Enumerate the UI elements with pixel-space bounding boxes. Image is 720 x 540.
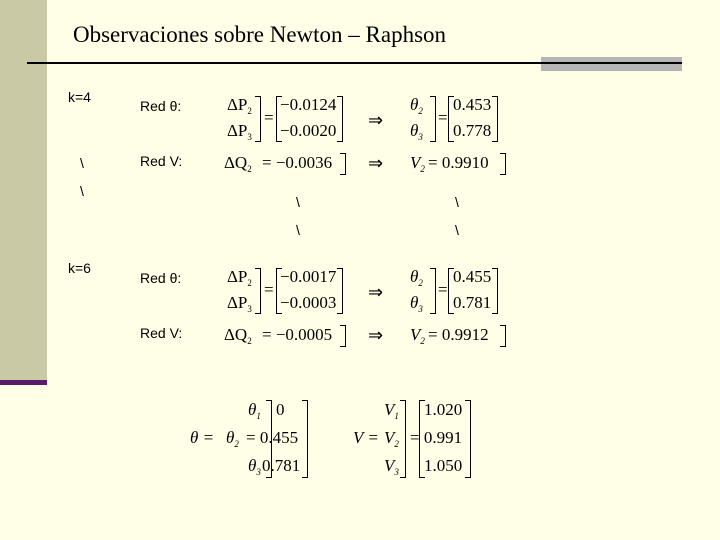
k4-theta2-symbol: $\theta_2$ <box>410 95 423 116</box>
final-v1-symbol: $V_1$ <box>384 400 399 421</box>
k6-v2-bracket <box>500 325 506 347</box>
k6-v2-symbol: $V_2$ <box>410 325 425 346</box>
k6-theta-equals: = <box>438 280 448 299</box>
k4-v2-bracket <box>500 153 506 175</box>
bullet-marker: \ <box>80 155 84 171</box>
k4-theta3-value: 0.778 <box>453 121 492 140</box>
k4-dp3-symbol: $\Delta P_3$ <box>227 121 252 142</box>
k6-dp-bracket-right <box>255 268 261 314</box>
final-v-symbol-bracket <box>400 400 406 478</box>
k4-theta-equals: = <box>438 108 448 127</box>
bullet-marker: \ <box>455 222 459 238</box>
k6-red-v-label: Red V: <box>140 325 183 341</box>
final-theta2-value: = 0.455 <box>246 428 299 447</box>
final-theta-value-bracket <box>302 400 308 478</box>
k6-theta-bracket-right <box>430 268 436 314</box>
k4-dp-bracket-right <box>255 96 261 142</box>
final-v2-symbol: $V_2$ <box>384 428 399 449</box>
bullet-marker: \ <box>296 194 300 210</box>
final-theta1-symbol: $\theta_1$ <box>248 400 261 421</box>
implies-arrow: ⇒ <box>368 153 384 174</box>
k4-dp-equals: = <box>264 108 274 127</box>
title-rule-accent <box>541 57 682 71</box>
final-v-value-bracket-right <box>465 400 471 478</box>
k6-dq2-symbol: $\Delta Q_2$ <box>224 325 252 346</box>
k4-theta-bracket-right <box>430 96 436 142</box>
final-theta3-symbol: $\theta_3$ <box>248 456 261 477</box>
k4-dq2-bracket <box>340 153 346 175</box>
k4-v2-symbol: $V_2$ <box>410 153 425 174</box>
k6-label: k=6 <box>68 260 91 276</box>
k4-dq2-symbol: $\Delta Q_2$ <box>224 153 252 174</box>
final-theta-eq: θ = <box>190 428 215 447</box>
final-v-eq: V = <box>353 428 379 447</box>
implies-arrow: ⇒ <box>368 110 384 131</box>
k6-red-theta-label: Red θ: <box>140 270 182 286</box>
k4-dp3-value: −0.0020 <box>280 121 337 140</box>
k6-theta3-symbol: $\theta_3$ <box>410 293 423 314</box>
implies-arrow: ⇒ <box>368 282 384 303</box>
k4-theta-val-bracket-right <box>492 96 498 142</box>
k6-theta2-symbol: $\theta_2$ <box>410 267 423 288</box>
k4-red-theta-label: Red θ: <box>140 98 182 114</box>
k4-dp-val-bracket-right <box>337 96 343 142</box>
k4-theta3-symbol: $\theta_3$ <box>410 121 423 142</box>
k4-v2-value: = 0.9910 <box>428 153 489 172</box>
title-rule <box>27 62 682 64</box>
k6-dp-equals: = <box>264 280 274 299</box>
implies-arrow: ⇒ <box>368 325 384 346</box>
k6-dp-val-bracket-right <box>337 268 343 314</box>
k6-v2-value: = 0.9912 <box>428 325 489 344</box>
k4-theta2-value: 0.453 <box>453 95 492 114</box>
k4-red-v-label: Red V: <box>140 153 183 169</box>
k6-dq2-bracket <box>340 325 346 347</box>
bullet-marker: \ <box>296 222 300 238</box>
final-v2-value: = 0.991 <box>410 428 463 447</box>
k6-dp2-value: −0.0017 <box>280 267 337 286</box>
k4-dq2-value: = −0.0036 <box>262 153 333 172</box>
k4-dp2-value: −0.0124 <box>280 95 337 114</box>
final-theta3-value: 0.781 <box>262 456 301 475</box>
k6-dp3-value: −0.0003 <box>280 293 337 312</box>
final-theta1-value: 0 <box>276 400 285 419</box>
k4-label: k=4 <box>68 89 91 105</box>
final-v3-value: 1.050 <box>424 456 463 475</box>
final-v1-value: 1.020 <box>424 400 463 419</box>
k6-theta3-value: 0.781 <box>453 293 492 312</box>
k4-dp2-symbol: $\Delta P_2$ <box>227 95 252 116</box>
page-title: Observaciones sobre Newton – Raphson <box>73 22 447 47</box>
final-v3-symbol: $V_3$ <box>384 456 399 477</box>
k6-dq2-value: = −0.0005 <box>262 325 333 344</box>
bullet-marker: \ <box>80 183 84 199</box>
final-theta2-symbol: $\theta_2$ <box>226 428 239 449</box>
k6-dp2-symbol: $\Delta P_2$ <box>227 267 252 288</box>
k6-theta2-value: 0.455 <box>453 267 492 286</box>
k6-theta-val-bracket-right <box>492 268 498 314</box>
k6-dp3-symbol: $\Delta P_3$ <box>227 293 252 314</box>
bullet-marker: \ <box>455 194 459 210</box>
sidebar-accent <box>0 380 47 385</box>
sidebar-band <box>0 0 47 384</box>
